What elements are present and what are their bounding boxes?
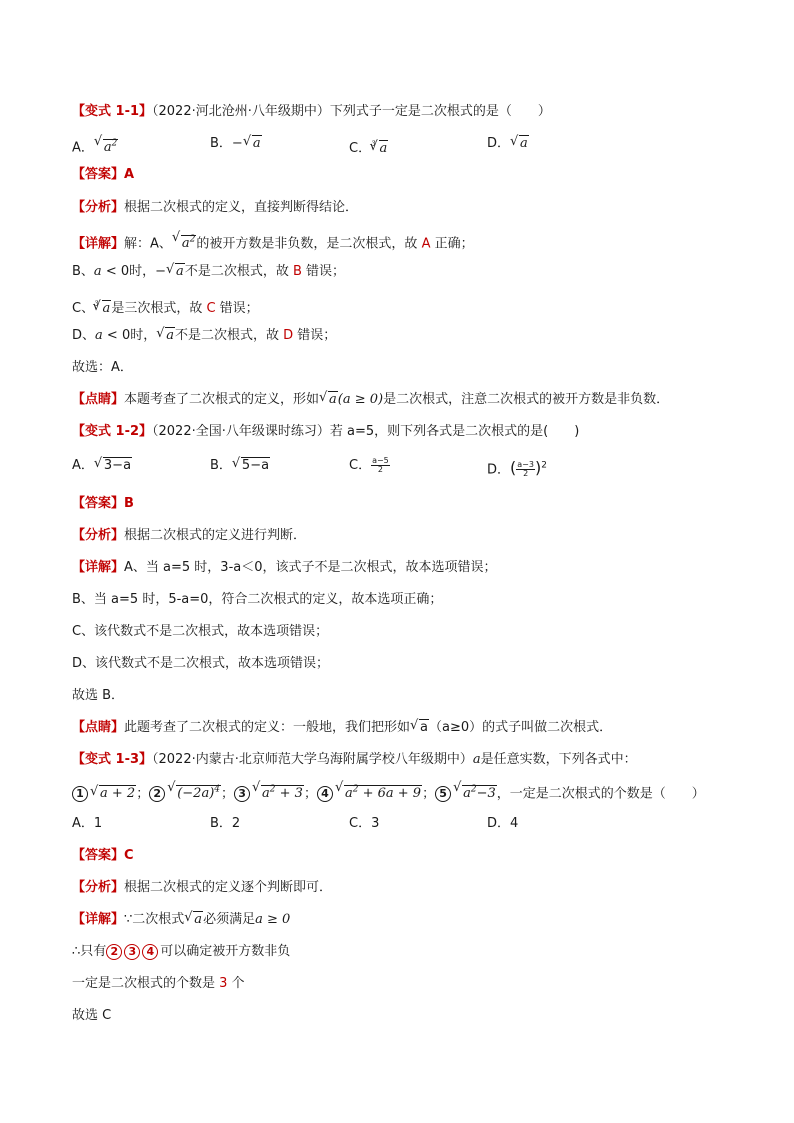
q3-answer-line	[72, 847, 134, 865]
q2-analysis: 根据二次根式的定义进行判断．	[124, 528, 307, 543]
q2-option-d-expr: ( $\frac{a-3}{2}$ )$^2$	[510, 458, 547, 479]
q1-detail-4-expr: √ a	[156, 327, 175, 345]
q1-detail-3d: 错误；	[215, 301, 259, 316]
q1-comment-expr: √ a	[319, 391, 338, 409]
q2-comment-line	[72, 719, 612, 737]
q1-detail-1a: 解：A、	[124, 236, 172, 252]
q3-exprs-line: 1√ a + 2； 2√ $(-2a)^4$； 3√ $a^2 + 3$； 4√ $a^2 + 6a + 9$； 5√ $a^2-3$，一定是二次根式的个数是（ ）	[72, 781, 705, 803]
q1-detail-4d: D	[283, 328, 294, 343]
q3-stem: 是任意实数，下列各式中：	[480, 752, 637, 767]
q1-answer-line	[72, 166, 134, 184]
q1-comment-cond: (a ≥ 0)	[337, 392, 384, 407]
q1-detail-line-2: B、a < 0时，−√ a不是二次根式，故 B 错误；	[72, 263, 345, 281]
q2-detail-line-1	[72, 559, 497, 577]
q3-option-b: B．2	[210, 816, 241, 831]
q2-option-b-label: B．	[210, 458, 232, 473]
q3-analysis-line	[72, 879, 332, 897]
q3-stem-tail: ，一定是二次根式的个数是（ ）	[496, 786, 705, 802]
q1-option-b-expr: −√ a	[232, 136, 262, 151]
q3-choose: 故选 C	[72, 1008, 112, 1023]
q2-detail-tag: 【详解】	[72, 560, 125, 575]
circled-2: 2	[149, 786, 165, 802]
q1-option-a-label: A．	[72, 140, 94, 156]
q3-option-c: C．3	[349, 816, 380, 831]
q1-detail-1c: A	[421, 236, 431, 252]
q1-detail-4b: 时，	[130, 328, 157, 343]
q2-option-a-expr: √ 3−a	[94, 457, 132, 475]
q3-detail-1-cond: a ≥ 0	[255, 912, 291, 927]
q2-tag: 【变式 1-2】	[72, 424, 153, 439]
q1-detail-3b: 是三次根式，故	[111, 301, 207, 316]
q1-option-b-label: B．	[210, 136, 232, 151]
q1-detail-line-3	[72, 295, 259, 318]
q3-detail-3c: 个	[227, 976, 245, 991]
q1-comment-tag: 【点睛】	[72, 392, 125, 407]
q1-detail-2-expr: −√ a	[155, 264, 185, 279]
q3-detail-1a: ∵二次根式	[124, 912, 185, 927]
q2-answer: B	[124, 496, 134, 511]
q3-detail-3b: 3	[219, 976, 228, 991]
q1-analysis-tag: 【分析】	[72, 200, 125, 215]
q1-analysis: 根据二次根式的定义，直接判断得结论．	[124, 200, 359, 215]
q1-option-a-expr: √ $a^2$	[94, 135, 119, 157]
circled-5: 5	[435, 786, 451, 802]
q2-detail-line-2: B、当 a=5 时，5-a=0，符合二次根式的定义，故本选项正确；	[72, 592, 443, 607]
q2-comment-tag: 【点睛】	[72, 720, 125, 735]
q3-var: a	[472, 752, 481, 767]
q2-stem: 若 a=5，则下列各式是二次根式的是( )	[329, 424, 580, 439]
q1-source: （2022·河北沧州·八年级期中）	[152, 104, 330, 119]
q1-detail-1d: 正确；	[430, 236, 474, 252]
q2-option-b-expr: √ 5−a	[232, 457, 270, 475]
q1-detail-4e: 错误；	[293, 328, 337, 343]
q1-answer-tag: 【答案】	[72, 167, 125, 182]
circled-4-red: 4	[142, 944, 158, 960]
q1-detail-1-expr: √ $a^2$	[172, 231, 197, 253]
q2-option-d	[487, 457, 547, 479]
q3-answer-tag: 【答案】	[72, 848, 125, 863]
q1-stem-line	[72, 103, 551, 121]
q1-detail-2d: B	[292, 264, 302, 279]
q3-detail-2b: 可以确定被开方数非负	[160, 944, 291, 959]
circled-2-red: 2	[106, 944, 122, 960]
q1-detail-3c: C	[206, 301, 216, 316]
q2-answer-tag: 【答案】	[72, 496, 125, 511]
q3-stem-line	[72, 751, 637, 769]
q1-tag: 【变式 1-1】	[72, 104, 153, 119]
q1-detail-1b: 的被开方数是非负数，是二次根式，故	[196, 236, 422, 252]
q1-analysis-line	[72, 199, 358, 217]
q2-analysis-tag: 【分析】	[72, 528, 125, 543]
q3-expr-3: √ $a^2 + 3$	[252, 781, 304, 803]
q3-detail-line-1	[72, 911, 290, 929]
circled-3-red: 3	[124, 944, 140, 960]
q1-detail-2c: 不是二次根式，故	[184, 264, 293, 279]
circled-1: 1	[72, 786, 88, 802]
q3-expr-4: √ $a^2 + 6a + 9$	[335, 781, 422, 803]
circled-3: 3	[234, 786, 250, 802]
q1-detail-3a: C、	[72, 301, 95, 316]
q1-detail-tag: 【详解】	[72, 236, 125, 252]
q1-choose: 故选：A．	[72, 360, 133, 375]
q1-detail-line-1	[72, 231, 474, 253]
q2-analysis-line	[72, 527, 306, 545]
q1-comment-line	[72, 391, 669, 409]
q2-comment-b: （a≥0）的式子叫做二次根式．	[429, 720, 613, 735]
q2-option-c	[349, 457, 390, 475]
q2-option-d-label: D．	[487, 462, 511, 478]
q3-option-a: A．1	[72, 816, 103, 831]
q1-option-b	[210, 135, 262, 153]
q1-comment-b: 是二次根式，注意二次根式的被开方数是非负数．	[383, 392, 670, 407]
q1-detail-2e: 错误；	[301, 264, 346, 279]
q1-detail-2-cond: a	[93, 264, 102, 279]
q3-source: （2022·内蒙古·北京师范大学乌海附属学校八年级期中）	[152, 752, 473, 767]
q2-option-b	[210, 457, 270, 475]
q3-detail-1-expr: √ a	[184, 911, 203, 929]
q1-detail-2a: B、	[72, 264, 94, 279]
q1-detail-4-cond: a	[95, 328, 103, 343]
q2-comment-a: 此题考查了二次根式的定义：一般地，我们把形如	[124, 720, 411, 735]
circled-4: 4	[317, 786, 333, 802]
q3-expr-1: √ a + 2	[90, 785, 136, 803]
q3-analysis: 根据二次根式的定义逐个判断即可．	[124, 880, 333, 895]
q2-detail-line-3: C、该代数式不是二次根式，故本选项错误；	[72, 624, 329, 639]
q3-detail-line-3	[72, 975, 245, 993]
q2-answer-line	[72, 495, 134, 513]
q2-source: （2022·全国·八年级课时练习）	[152, 424, 330, 439]
q2-stem-line	[72, 423, 579, 441]
q3-answer: C	[124, 848, 134, 863]
q1-answer: A	[124, 167, 135, 182]
q2-option-c-expr: $\frac{a-5}{2}$	[372, 456, 389, 474]
q2-option-c-label: C．	[349, 458, 372, 473]
q1-detail-3-expr: $^3$√ a	[94, 301, 111, 316]
q1-option-d-label: D．	[487, 136, 511, 151]
q3-detail-line-2	[72, 943, 290, 961]
q2-option-a	[72, 457, 132, 475]
q3-detail-tag: 【详解】	[72, 912, 125, 927]
q2-detail-line-4: D、该代数式不是二次根式，故本选项错误；	[72, 656, 330, 671]
q3-expr-2: √ $(-2a)^4$	[167, 781, 221, 803]
q2-detail-1: A、当 a=5 时，3-a＜0，该式子不是二次根式，故本选项错误；	[124, 560, 497, 575]
q1-option-d	[487, 135, 529, 153]
q2-comment-expr: √ a	[410, 719, 429, 737]
q1-option-c-expr: $^3$√ a	[371, 141, 388, 156]
q1-option-c	[349, 135, 388, 158]
q1-detail-4c: 不是二次根式，故	[175, 328, 284, 343]
q3-detail-1b: 必须满足	[203, 912, 256, 927]
q1-option-d-expr: √ a	[510, 135, 529, 153]
q2-choose: 故选 B．	[72, 688, 125, 703]
q1-comment-a: 本题考查了二次根式的定义，形如	[124, 392, 320, 407]
q3-tag: 【变式 1-3】	[72, 752, 153, 767]
q1-option-c-label: C．	[349, 141, 372, 156]
q1-detail-line-4: D、a < 0时，√ a不是二次根式，故 D 错误；	[72, 327, 336, 345]
q3-detail-3a: 一定是二次根式的个数是	[72, 976, 220, 991]
q1-stem: 下列式子一定是二次根式的是（ ）	[329, 104, 551, 119]
q3-detail-2a: ∴只有	[72, 944, 107, 959]
q1-detail-2b: 时，	[129, 264, 156, 279]
q1-detail-4a: D、	[72, 328, 96, 343]
q3-analysis-tag: 【分析】	[72, 880, 125, 895]
q2-option-a-label: A．	[72, 458, 94, 473]
q1-option-a	[72, 135, 118, 157]
q3-expr-5: √ $a^2-3$	[453, 781, 497, 803]
q3-option-d: D．4	[487, 816, 519, 831]
